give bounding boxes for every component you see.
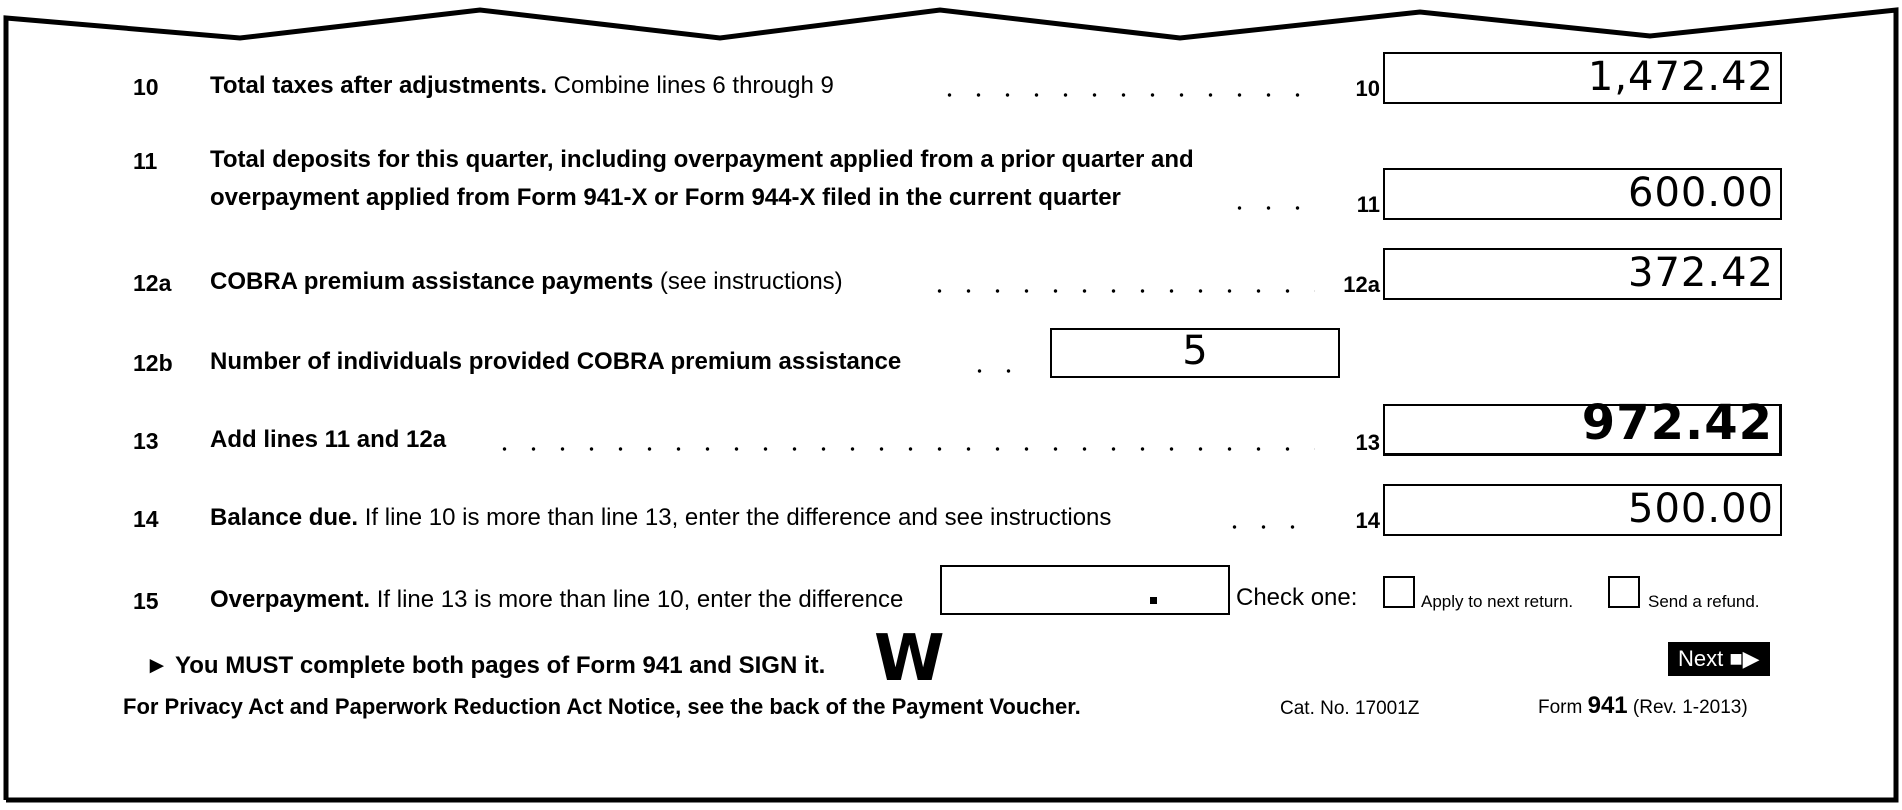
line-12a-leader (925, 270, 1315, 294)
line-14-leader (1220, 506, 1315, 530)
form-revision (1538, 692, 1748, 720)
line-14-number: 14 (133, 506, 159, 532)
send-refund-label: Send a refund. (1648, 592, 1760, 611)
line-12b-count: 5 (1182, 328, 1208, 374)
line-11-amount: 600.00 (1628, 170, 1774, 216)
must-sign-notice: ► You MUST complete both pages of Form 941 and SIGN it. (145, 652, 826, 679)
form-rev: (Rev. 1-2013) (1627, 697, 1748, 718)
line-10-label (210, 72, 834, 100)
line-12a-text: (see instructions) (653, 268, 843, 295)
line-14-ref: 14 (1355, 508, 1380, 533)
line-12b-count-field[interactable] (1050, 328, 1340, 378)
form-prefix: Form (1538, 697, 1588, 718)
line-10-text: Combine lines 6 through 9 (546, 72, 834, 99)
line-12b-label: Number of individuals provided COBRA premium assistance (210, 348, 902, 375)
line-13-ref: 13 (1355, 430, 1380, 455)
line-14-text: If line 10 is more than line 13, enter the difference and see instructions (358, 504, 1112, 531)
check-one-label: Check one: (1236, 584, 1358, 611)
line-12a-amount-field[interactable] (1383, 248, 1782, 300)
line-10-ref: 10 (1355, 76, 1380, 101)
line-12b-leader (965, 350, 1035, 374)
form-number: 941 (1587, 692, 1628, 719)
line-11-amount-field[interactable] (1383, 168, 1782, 220)
line-10-amount-field[interactable] (1383, 52, 1782, 104)
line-14-amount: 500.00 (1628, 486, 1774, 532)
line-11-number: 11 (133, 148, 158, 174)
line-15-text: If line 13 is more than line 10, enter the difference (370, 586, 904, 613)
line-10-leader (935, 74, 1315, 98)
line-15-number: 15 (133, 588, 159, 614)
line-15-amount-field[interactable] (940, 565, 1230, 615)
apply-to-next-return-checkbox[interactable] (1383, 576, 1415, 608)
line-14-amount-field[interactable] (1383, 484, 1782, 536)
send-refund-checkbox[interactable] (1608, 576, 1640, 608)
line-10-number: 10 (133, 74, 159, 100)
line-12a-label (210, 268, 843, 296)
line-10-bold: Total taxes after adjustments. (210, 72, 547, 99)
line-13-amount-field[interactable] (1383, 395, 1782, 456)
handwritten-w-mark: W (874, 622, 945, 696)
line-12a-amount: 372.42 (1628, 250, 1774, 296)
line-13-label: Add lines 11 and 12a (210, 426, 447, 453)
line-13-number: 13 (133, 428, 159, 454)
line-11-ref: 11 (1356, 192, 1380, 217)
cat-number: Cat. No. 17001Z (1280, 698, 1420, 719)
line-12a-ref: 12a (1343, 272, 1380, 297)
decimal-point-marker (1150, 597, 1157, 604)
line-11-leader (1225, 187, 1315, 211)
line-15-label (210, 586, 903, 614)
privacy-notice: For Privacy Act and Paperwork Reduction Act Notice, see the back of the Payment Voucher. (123, 694, 1081, 719)
line-13-leader (490, 428, 1315, 452)
line-10-amount: 1,472.42 (1587, 54, 1774, 100)
line-13-amount: 972.42 (1581, 395, 1773, 451)
line-12a-bold: COBRA premium assistance payments (210, 268, 654, 295)
line-11-label-1: Total deposits for this quarter, including overpayment applied from a prior quarter and (210, 146, 1194, 173)
line-12a-number: 12a (133, 270, 172, 296)
line-15-bold: Overpayment. (210, 586, 371, 613)
next-button[interactable]: Next ■▶ (1668, 642, 1770, 676)
line-11-label-2: overpayment applied from Form 941-X or Form 944-X filed in the current quarter (210, 184, 1121, 211)
line-14-bold: Balance due. (210, 504, 359, 531)
line-12b-number: 12b (133, 350, 173, 376)
apply-to-next-return-label: Apply to next return. (1421, 592, 1574, 611)
line-14-label (210, 504, 1111, 532)
